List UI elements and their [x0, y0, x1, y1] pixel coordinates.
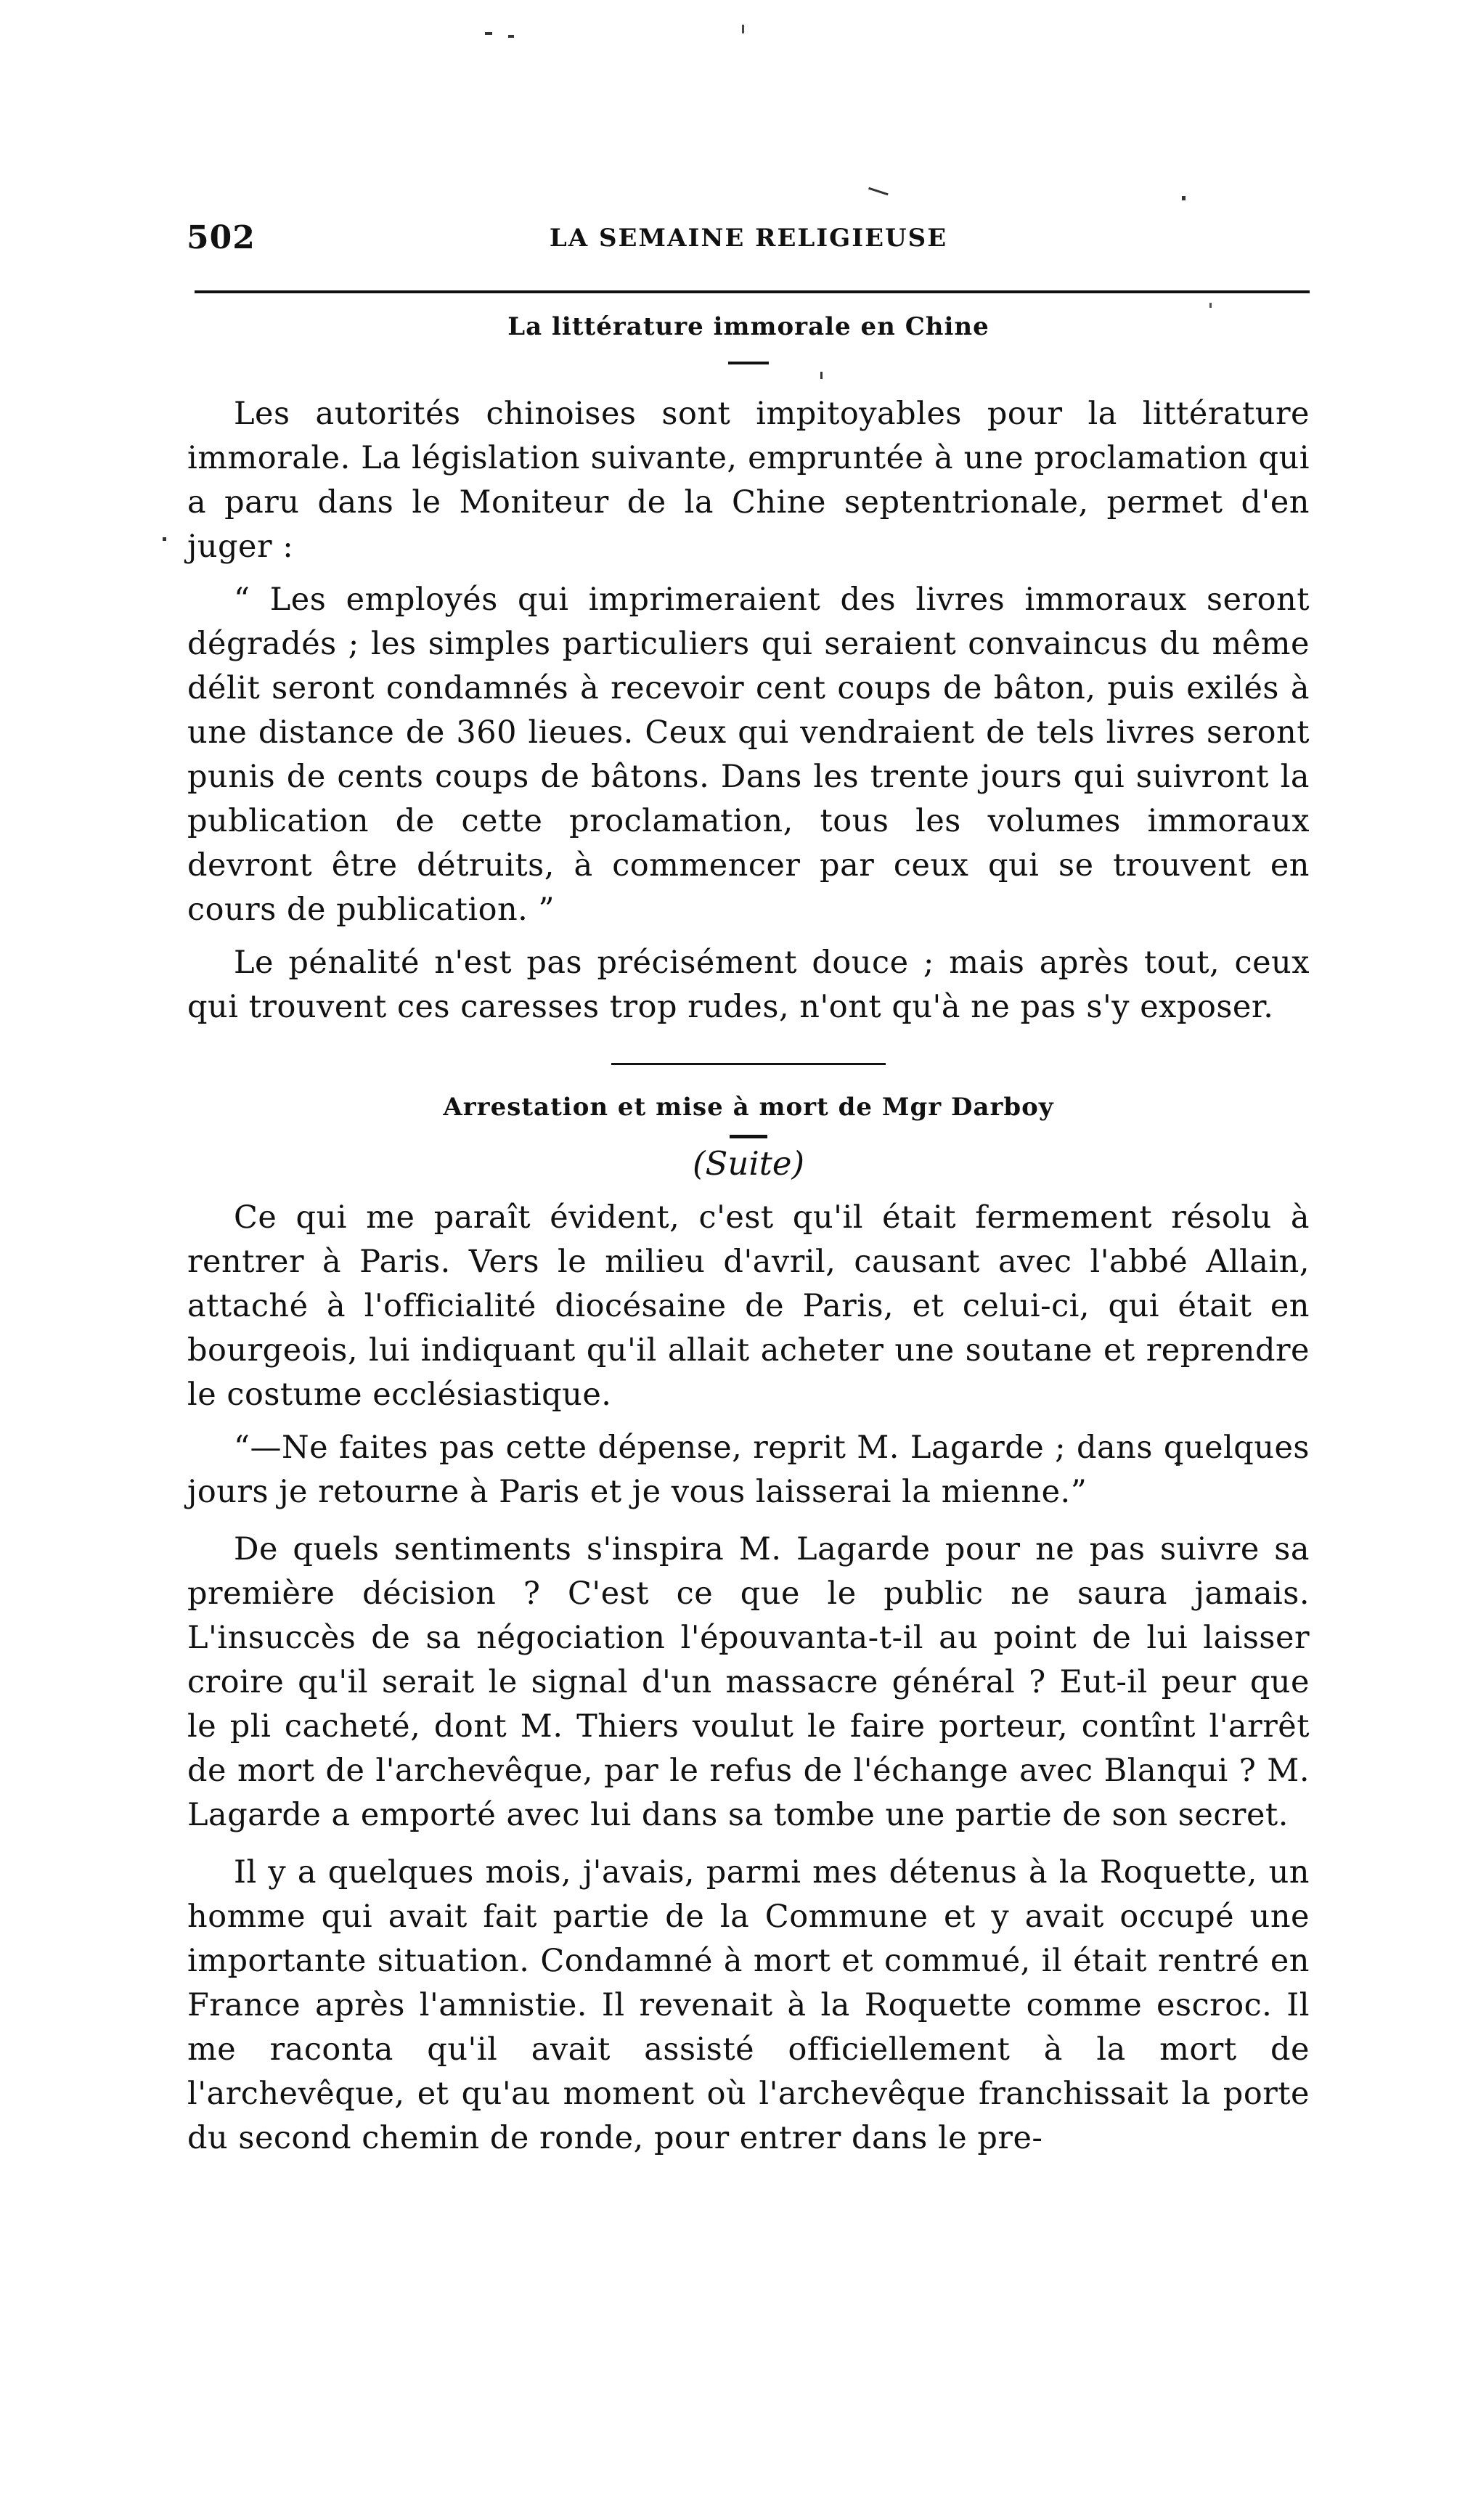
page-header [187, 219, 1310, 263]
running-title: LA SEMAINE RELIGIEUSE [549, 224, 948, 253]
speck [163, 537, 166, 541]
section-title-litterature: La littérature immorale en Chine [507, 312, 989, 341]
paragraph-quote: “—Ne faites pas cette dépense, reprit M. Lagarde ; dans quelques jours je retourne à Paris et je vous laisserai la mienne.” [187, 1430, 1310, 1510]
paragraph: Le pénalité n'est pas précisément douce ; mais après tout, ceux qui trouvent ces caresses trop rudes, n'ont qu'à ne pas s'y exposer. [187, 945, 1310, 1025]
title-dash [728, 362, 769, 364]
speck [508, 35, 514, 38]
section-subtitle: (Suite) [692, 1144, 805, 1183]
paragraph: Ce qui me paraît évident, c'est qu'il était fermement résolu à rentrer à Paris. Vers le milieu d'avril, causant avec l'abbé Allain, attaché à l'officialité diocésaine de Paris, et celui-ci, qui était en bourgeois, lui indiquant qu'il allait acheter une soutane et reprendre le costume ecclésiastique. [187, 1199, 1310, 1413]
speck [868, 187, 889, 196]
speck [485, 32, 492, 35]
section-separator [611, 1063, 886, 1065]
page-number: 502 [187, 219, 256, 256]
paragraph: Il y a quelques mois, j'avais, parmi mes détenus à la Roquette, un homme qui avait fait partie de la Commune et y avait occupé une importante situation. Condamné à mort et commué, il était rentré en France après l'amnistie. Il revenait à la Roquette comme escroc. Il me raconta qu'il avait assisté officiellement à la mort de l'archevêque, et qu'au moment où l'archevêque franchissait la porte du second chemin de ronde, pour entrer dans le pre- [187, 1854, 1310, 2156]
paragraph: De quels sentiments s'inspira M. Lagarde pour ne pas suivre sa première décision ? C'est ce que le public ne saura jamais. L'insuccès de sa négociation l'épouvanta-t-il au point de lui laisser croire qu'il serait le signal d'un massacre général ? Eut-il peur que le pli cacheté, dont M. Thiers voulut le faire porteur, contînt l'arrêt de mort de l'archevêque, par le refus de l'échange avec Blanqui ? M. Lagarde a emporté avec lui dans sa tombe une partie de son secret. [187, 1531, 1310, 1833]
speck [742, 25, 744, 33]
speck [1182, 196, 1186, 200]
title-dash [730, 1135, 767, 1138]
article-body [187, 305, 1310, 2169]
paragraph: Les autorités chinoises sont impitoyables pour la littérature immorale. La législation suivante, empruntée à une proclamation qui a paru dans le Moniteur de la Chine septentrionale, permet d'en juger : [187, 396, 1310, 565]
paragraph-quote: “ Les employés qui imprimeraient des livres immoraux seront dégradés ; les simples particuliers qui seraient convaincus du même délit seront condamnés à recevoir cent coups de bâton, puis exilés à une distance de 360 lieues. Ceux qui vendraient de tels livres seront punis de cents coups de bâtons. Dans les trente jours qui suivront la publication de cette proclamation, tous les volumes immoraux devront être détruits, à commencer par ceux qui se trouvent en cours de publication. ” [187, 582, 1310, 928]
header-rule [195, 290, 1310, 293]
section-title-darboy: Arrestation et mise à mort de Mgr Darboy [443, 1093, 1054, 1122]
